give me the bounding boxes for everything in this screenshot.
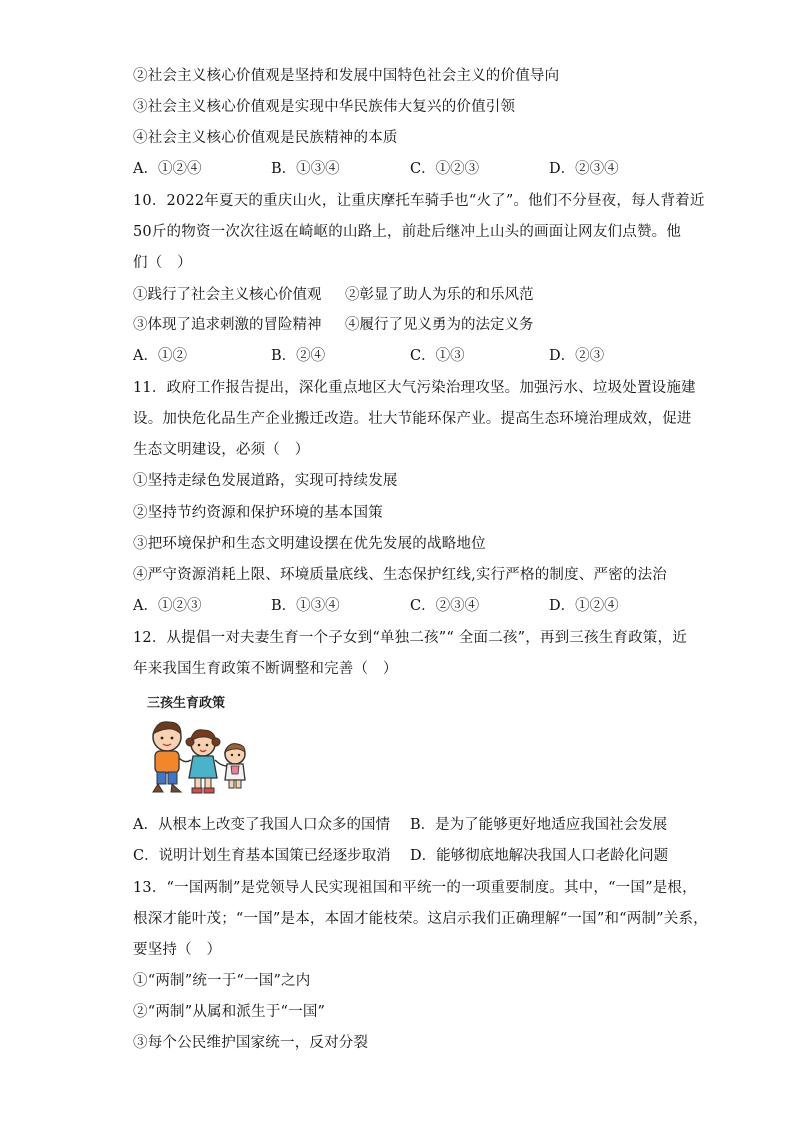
q12-stem-line: 年来我国生育政策不断调整和完善（ ） (133, 661, 398, 677)
q12-choice-a[interactable]: A．从根本上改变了我国人口众多的国情 (133, 817, 390, 833)
children-holding-hands-image (145, 692, 253, 802)
q10-stem-line: 50斤的物资一次次往返在崎岖的山路上，前赴后继冲上山头的画面让网友们点赞。他 (133, 224, 682, 240)
q10-choice-b[interactable]: B．②④ (271, 348, 326, 364)
q11-stem-line: 设。加快危化品生产企业搬迁改造。壮大节能环保产业。提高生态环境治理成效，促进 (133, 411, 692, 427)
q12-choices-row (133, 846, 693, 866)
q11-choices (133, 596, 693, 616)
q13-stem-line: 要坚持（ ） (133, 942, 222, 958)
q9-choice-d[interactable]: D．②③④ (549, 161, 619, 177)
q12-choice-d[interactable]: D．能够彻底地解决我国人口老龄化问题 (410, 848, 669, 864)
q10-choice-c[interactable]: C．①③ (410, 348, 465, 364)
q10-option-2: ②彰显了助人为乐的和乐风范 (345, 287, 534, 303)
q13-option-2: ②“两制”从属和派生于“一国” (133, 1004, 326, 1020)
q11-stem-line: 生态文明建设，必须（ ） (133, 442, 310, 458)
q10-choices (133, 346, 693, 366)
q10-options-row (133, 315, 693, 335)
q10-option-3: ③体现了追求刺激的冒险精神 (133, 317, 322, 333)
q11-choice-b[interactable]: B．①③④ (271, 598, 340, 614)
q10-choice-a[interactable]: A．①② (133, 348, 187, 364)
three-child-policy-illustration (145, 692, 253, 802)
q10-stem-line: 10．2022年夏天的重庆山火，让重庆摩托车骑手也“火了”。他们不分昼夜，每人背着近 (133, 193, 705, 209)
q13-option-1: ①“两制”统一于“一国”之内 (133, 973, 311, 989)
q10-stem-line: 们（ ） (133, 255, 192, 271)
q10-option-4: ④履行了见义勇为的法定义务 (345, 317, 534, 333)
q9-choices (133, 159, 693, 179)
q11-stem-line: 11．政府工作报告提出，深化重点地区大气污染治理攻坚。加强污水、垃圾处置设施建 (133, 380, 696, 396)
q10-options-row (133, 285, 693, 305)
q12-choice-b[interactable]: B．是为了能够更好地适应我国社会发展 (410, 817, 668, 833)
q11-option-1: ①坚持走绿色发展道路，实现可持续发展 (133, 473, 398, 489)
q9-choice-b[interactable]: B．①③④ (271, 161, 340, 177)
q12-stem-line: 12．从提倡一对夫妻生育一个子女到“单独二孩”“ 全面二孩”，再到三孩生育政策，近 (133, 630, 687, 646)
q10-option-1: ①践行了社会主义核心价值观 (133, 287, 322, 303)
illustration-caption: 三孩生育政策 (147, 696, 226, 711)
q9-option-4: ④社会主义核心价值观是民族精神的本质 (133, 130, 398, 146)
q11-choice-c[interactable]: C．②③④ (410, 598, 480, 614)
q11-option-4: ④严守资源消耗上限、环境质量底线、生态保护红线,实行严格的制度、严密的法治 (133, 567, 668, 583)
q11-option-2: ②坚持节约资源和保护环境的基本国策 (133, 505, 383, 521)
q13-stem-line: 根深才能叶茂；“一国”是本，本固才能枝荣。这启示我们正确理解“一国”和“两制”关系， (133, 911, 708, 927)
q11-option-3: ③把环境保护和生态文明建设摆在优先发展的战略地位 (133, 536, 486, 552)
q13-option-3: ③每个公民维护国家统一，反对分裂 (133, 1035, 369, 1051)
q11-choice-d[interactable]: D．①②④ (549, 598, 619, 614)
q9-option-2: ②社会主义核心价值观是坚持和发展中国特色社会主义的价值导向 (133, 68, 560, 84)
q12-choices-row (133, 815, 693, 835)
q9-option-3: ③社会主义核心价值观是实现中华民族伟大复兴的价值引领 (133, 99, 516, 115)
q10-choice-d[interactable]: D．②③ (549, 348, 605, 364)
q9-choice-a[interactable]: A．①②④ (133, 161, 202, 177)
q13-stem-line: 13．“一国两制”是党领导人民实现祖国和平统一的一项重要制度。其中，“一国”是根， (133, 880, 697, 896)
q11-choice-a[interactable]: A．①②③ (133, 598, 202, 614)
q9-choice-c[interactable]: C．①②③ (410, 161, 480, 177)
q12-choice-c[interactable]: C．说明计划生育基本国策已经逐步取消 (133, 848, 391, 864)
